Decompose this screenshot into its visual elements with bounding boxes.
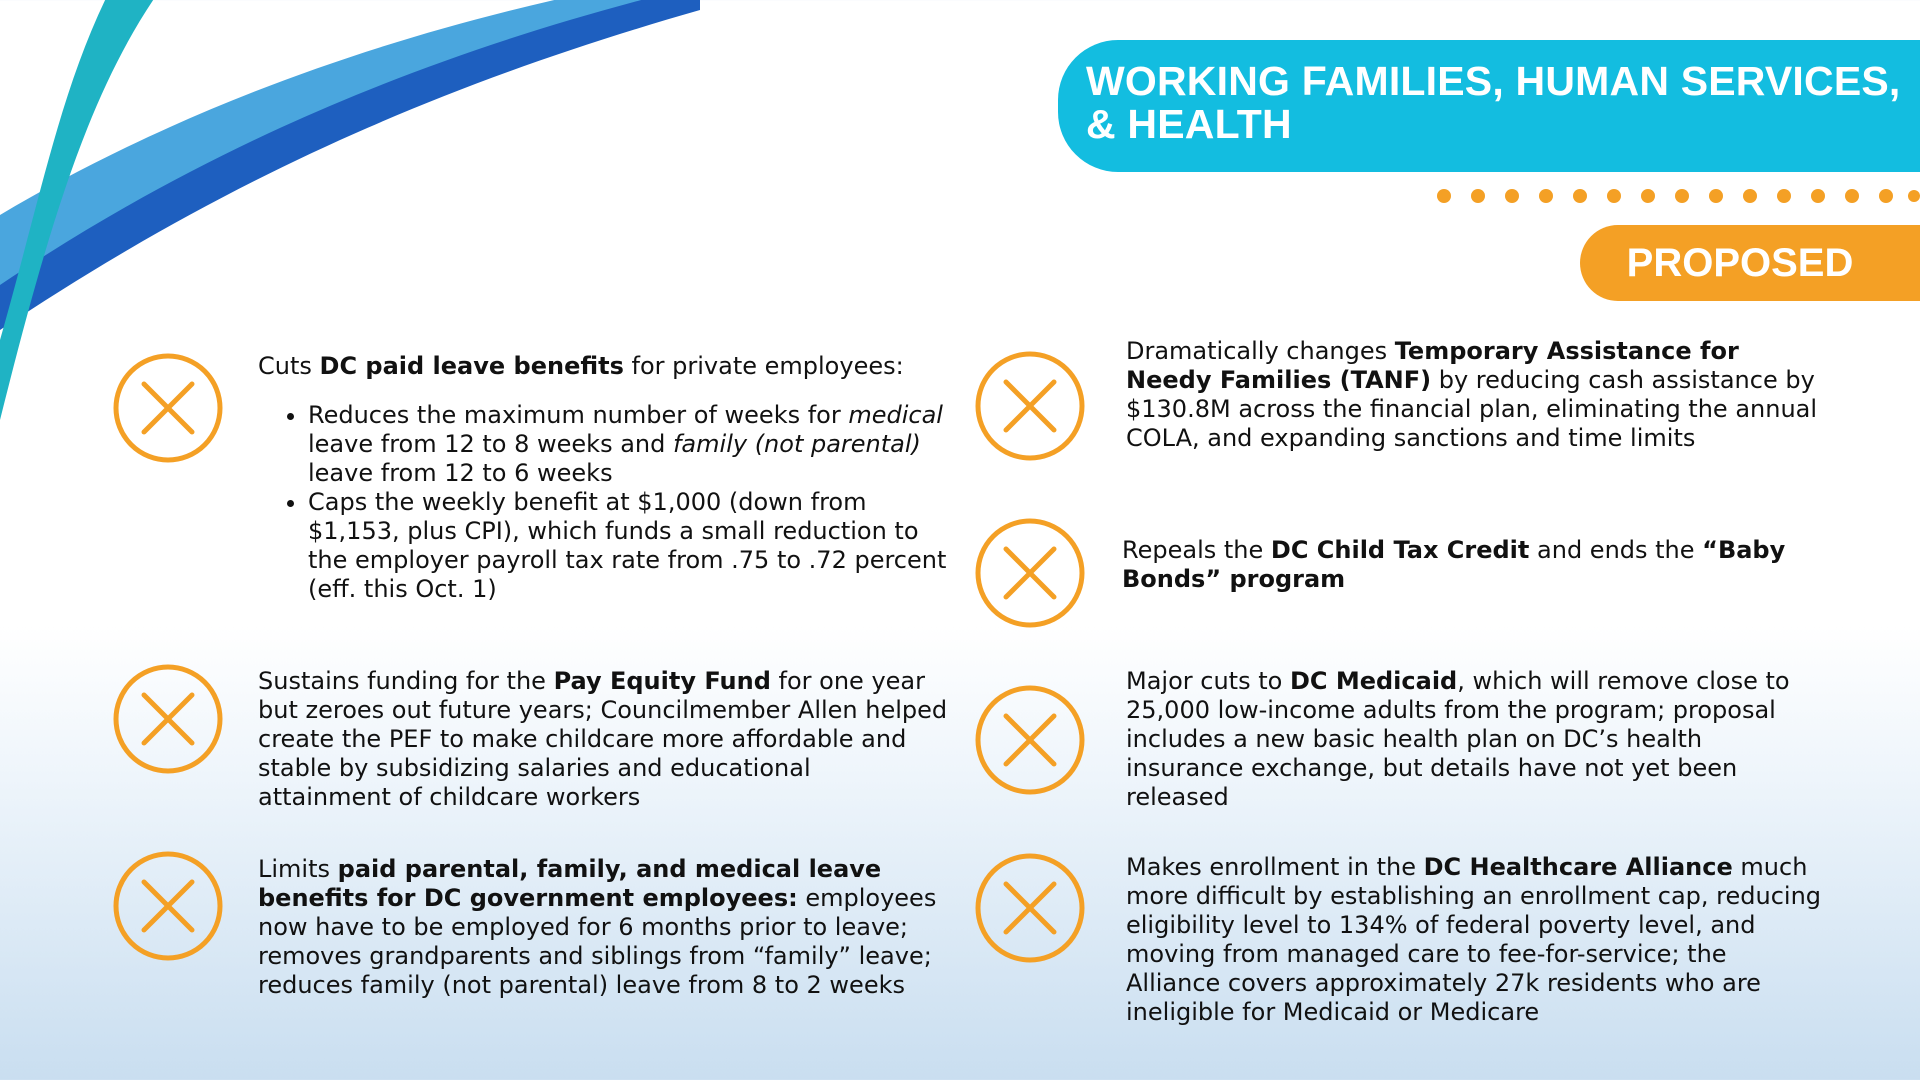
list-item: • Caps the weekly benefit at $1,000 (down from $1,153, plus CPI), which funds a small reduction to the employer payroll tax rate from .75 to .72 percent (eff. this Oct. 1): [308, 488, 948, 604]
x-circle-icon: [112, 352, 224, 464]
x-circle-icon: [974, 517, 1086, 629]
x-circle-icon: [974, 684, 1086, 796]
paid-leave-item: [258, 352, 948, 604]
title-line-1: WORKING FAMILIES, HUMAN SERVICES,: [1086, 58, 1901, 104]
page-title: [1086, 60, 1916, 146]
paid-leave-bullets: [258, 401, 948, 604]
x-circle-icon: [974, 852, 1086, 964]
gov-leave-item: Limits paid parental, family, and medical leave benefits for DC government employees: employees now have to be employed for 6 months prior to leave; removes grandparents and siblings from “family” leave; reduces family (not parental) leave from 8 to 2 weeks: [258, 855, 937, 999]
medicaid-item: Major cuts to DC Medicaid, which will remove close to 25,000 low-income adults from the program; proposal includes a new basic health plan on DC’s health insurance exchange, but details have not yet been released: [1126, 667, 1790, 811]
x-circle-icon: [112, 663, 224, 775]
alliance-item: Makes enrollment in the DC Healthcare Alliance much more difficult by establishing an enrollment cap, reducing eligibility level to 134% of federal poverty level, and moving from managed care to fee-for-service; the Alliance covers approximately 27k residents who are ineligible for Medicaid or Medicare: [1126, 853, 1822, 1026]
tanf-item: Dramatically changes Temporary Assistance for Needy Families (TANF) by reducing cash assistance by $130.8M across the financial plan, eliminating the annual COLA, and expanding sanctions and time limits: [1126, 337, 1818, 452]
list-item: • Reduces the maximum number of weeks for medical leave from 12 to 8 weeks and family (not parental) leave from 12 to 6 weeks: [308, 401, 948, 488]
child-tax-item: Repeals the DC Child Tax Credit and ends the “Baby Bonds” program: [1122, 536, 1786, 593]
dotted-divider: [1436, 186, 1920, 206]
title-line-2: & HEALTH: [1086, 101, 1292, 147]
x-circle-icon: [112, 850, 224, 962]
status-badge-label: PROPOSED: [1626, 241, 1854, 285]
x-circle-icon: [974, 350, 1086, 462]
paid-leave-intro: Cuts DC paid leave benefits for private employees:: [258, 352, 904, 380]
pay-equity-item: Sustains funding for the Pay Equity Fund for one year but zeroes out future years; Councilmember Allen helped create the PEF to make childcare more affordable and stable by subsidizing salaries and educational attainment of childcare workers: [258, 667, 948, 811]
